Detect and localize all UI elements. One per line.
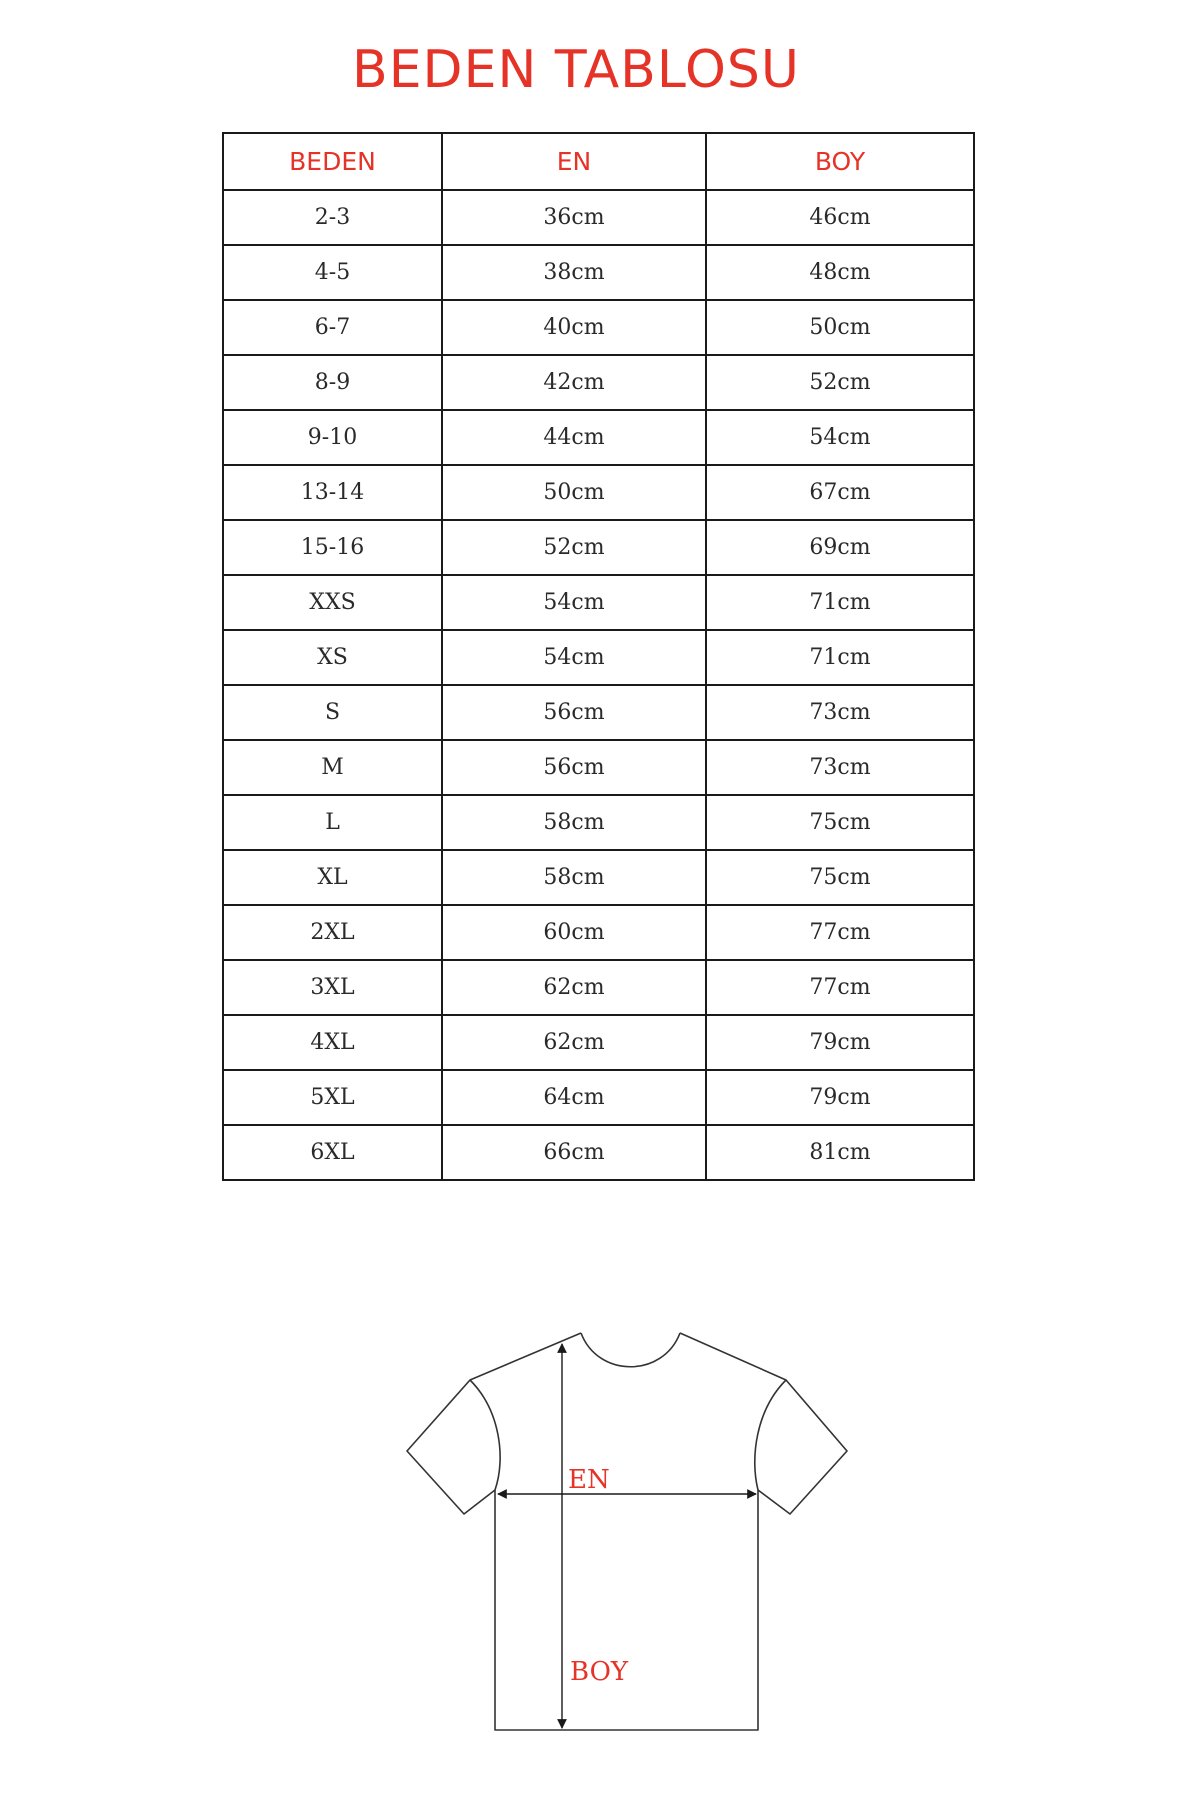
width-cell: 44cm (442, 410, 706, 465)
length-cell: 81cm (706, 1125, 974, 1180)
size-cell: 6-7 (223, 300, 442, 355)
width-cell: 40cm (442, 300, 706, 355)
header-length: BOY (706, 133, 974, 190)
length-cell: 73cm (706, 740, 974, 795)
size-cell: 5XL (223, 1070, 442, 1125)
width-cell: 50cm (442, 465, 706, 520)
size-cell: 4XL (223, 1015, 442, 1070)
size-cell: 2-3 (223, 190, 442, 245)
length-cell: 67cm (706, 465, 974, 520)
size-cell: 2XL (223, 905, 442, 960)
size-chart-table (222, 132, 975, 1181)
tshirt-icon (407, 1333, 847, 1730)
size-cell: 4-5 (223, 245, 442, 300)
size-cell: M (223, 740, 442, 795)
table-row (223, 795, 974, 850)
width-cell: 56cm (442, 685, 706, 740)
width-cell: 54cm (442, 575, 706, 630)
length-cell: 48cm (706, 245, 974, 300)
size-cell: 3XL (223, 960, 442, 1015)
table-row (223, 740, 974, 795)
size-cell: L (223, 795, 442, 850)
table-header-row (223, 133, 974, 190)
size-cell: 6XL (223, 1125, 442, 1180)
page-title: BEDEN TABLOSU (352, 40, 800, 100)
length-cell: 54cm (706, 410, 974, 465)
table-row (223, 905, 974, 960)
width-cell: 42cm (442, 355, 706, 410)
table-row (223, 410, 974, 465)
width-cell: 54cm (442, 630, 706, 685)
size-cell: XS (223, 630, 442, 685)
length-cell: 71cm (706, 630, 974, 685)
table-row (223, 575, 974, 630)
size-cell: S (223, 685, 442, 740)
width-label: EN (568, 1465, 610, 1495)
width-cell: 38cm (442, 245, 706, 300)
width-cell: 58cm (442, 795, 706, 850)
length-cell: 75cm (706, 850, 974, 905)
width-cell: 66cm (442, 1125, 706, 1180)
length-cell: 79cm (706, 1070, 974, 1125)
table-row (223, 960, 974, 1015)
length-cell: 46cm (706, 190, 974, 245)
size-cell: 15-16 (223, 520, 442, 575)
length-cell: 50cm (706, 300, 974, 355)
width-cell: 52cm (442, 520, 706, 575)
table-row (223, 190, 974, 245)
width-cell: 58cm (442, 850, 706, 905)
length-cell: 52cm (706, 355, 974, 410)
table-row (223, 355, 974, 410)
length-cell: 75cm (706, 795, 974, 850)
table-row (223, 850, 974, 905)
size-cell: 8-9 (223, 355, 442, 410)
table-row (223, 465, 974, 520)
width-cell: 62cm (442, 960, 706, 1015)
size-cell: XL (223, 850, 442, 905)
size-cell: 13-14 (223, 465, 442, 520)
length-cell: 77cm (706, 960, 974, 1015)
header-width: EN (442, 133, 706, 190)
size-cell: 9-10 (223, 410, 442, 465)
width-cell: 64cm (442, 1070, 706, 1125)
length-label: BOY (570, 1657, 629, 1687)
table-row (223, 1015, 974, 1070)
length-cell: 79cm (706, 1015, 974, 1070)
width-cell: 56cm (442, 740, 706, 795)
width-cell: 62cm (442, 1015, 706, 1070)
table-row (223, 300, 974, 355)
width-cell: 60cm (442, 905, 706, 960)
size-cell: XXS (223, 575, 442, 630)
length-cell: 71cm (706, 575, 974, 630)
length-cell: 73cm (706, 685, 974, 740)
length-cell: 69cm (706, 520, 974, 575)
table-row (223, 245, 974, 300)
header-size: BEDEN (223, 133, 442, 190)
length-cell: 77cm (706, 905, 974, 960)
table-row (223, 1125, 974, 1180)
table-row (223, 1070, 974, 1125)
width-cell: 36cm (442, 190, 706, 245)
table-row (223, 520, 974, 575)
table-row (223, 685, 974, 740)
table-row (223, 630, 974, 685)
